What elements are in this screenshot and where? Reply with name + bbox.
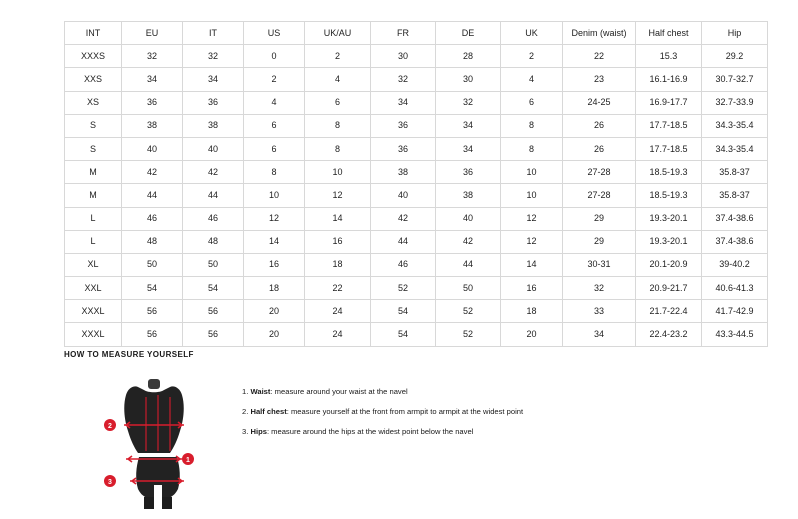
cell-de: 50: [436, 277, 501, 300]
table-header-row: [65, 22, 768, 45]
cell-half-chest: 16.1-16.9: [636, 68, 702, 91]
cell-uk: 4: [501, 68, 563, 91]
cell-denim-waist: 27-28: [563, 184, 636, 207]
cell-half-chest: 19.3-20.1: [636, 230, 702, 253]
cell-us: 14: [244, 230, 305, 253]
cell-de: 44: [436, 253, 501, 276]
cell-denim-waist: 32: [563, 277, 636, 300]
cell-fr: 34: [371, 91, 436, 114]
cell-uk: 14: [501, 253, 563, 276]
cell-hip: 29.2: [702, 45, 768, 68]
cell-it: 48: [183, 230, 244, 253]
cell-fr: 44: [371, 230, 436, 253]
cell-hip: 34.3-35.4: [702, 114, 768, 137]
cell-uk-au: 8: [305, 137, 371, 160]
cell-it: 54: [183, 277, 244, 300]
cell-uk: 8: [501, 137, 563, 160]
cell-us: 20: [244, 300, 305, 323]
table-row: [65, 68, 768, 91]
cell-denim-waist: 24-25: [563, 91, 636, 114]
column-header-it: IT: [183, 22, 244, 45]
cell-denim-waist: 27-28: [563, 161, 636, 184]
cell-int: S: [65, 114, 122, 137]
instruction-hips: [242, 427, 523, 436]
cell-de: 38: [436, 184, 501, 207]
cell-it: 46: [183, 207, 244, 230]
cell-uk-au: 24: [305, 323, 371, 346]
cell-eu: 34: [122, 68, 183, 91]
cell-uk-au: 16: [305, 230, 371, 253]
column-header-denim-waist: Denim (waist): [563, 22, 636, 45]
cell-int: S: [65, 137, 122, 160]
instruction-number: 3.: [242, 427, 249, 437]
cell-uk-au: 4: [305, 68, 371, 91]
column-header-fr: FR: [371, 22, 436, 45]
cell-us: 20: [244, 323, 305, 346]
mannequin-diagram-icon: [98, 373, 218, 513]
cell-eu: 56: [122, 323, 183, 346]
cell-eu: 56: [122, 300, 183, 323]
cell-denim-waist: 22: [563, 45, 636, 68]
cell-uk-au: 14: [305, 207, 371, 230]
cell-hip: 37.4-38.6: [702, 230, 768, 253]
cell-de: 28: [436, 45, 501, 68]
table-row: [65, 323, 768, 346]
cell-de: 32: [436, 91, 501, 114]
cell-half-chest: 16.9-17.7: [636, 91, 702, 114]
cell-uk: 10: [501, 161, 563, 184]
cell-hip: 41.7-42.9: [702, 300, 768, 323]
table-row: [65, 91, 768, 114]
instruction-text: : measure around your waist at the navel: [270, 387, 408, 396]
cell-half-chest: 21.7-22.4: [636, 300, 702, 323]
cell-uk: 10: [501, 184, 563, 207]
cell-hip: 32.7-33.9: [702, 91, 768, 114]
svg-text:1: 1: [186, 457, 190, 464]
column-header-hip: Hip: [702, 22, 768, 45]
cell-uk: 18: [501, 300, 563, 323]
column-header-uk-au: UK/AU: [305, 22, 371, 45]
cell-int: XXXS: [65, 45, 122, 68]
cell-fr: 54: [371, 300, 436, 323]
cell-uk-au: 6: [305, 91, 371, 114]
instruction-term: Hips: [250, 427, 267, 437]
marker-1: [182, 453, 194, 465]
cell-uk: 20: [501, 323, 563, 346]
instruction-waist: [242, 387, 523, 396]
cell-fr: 40: [371, 184, 436, 207]
svg-text:3: 3: [108, 479, 112, 486]
instruction-half-chest: [242, 407, 523, 416]
cell-int: M: [65, 161, 122, 184]
cell-half-chest: 22.4-23.2: [636, 323, 702, 346]
cell-int: L: [65, 207, 122, 230]
cell-int: XXXL: [65, 323, 122, 346]
cell-uk-au: 10: [305, 161, 371, 184]
cell-us: 6: [244, 137, 305, 160]
instruction-term: Waist: [250, 387, 271, 396]
cell-uk: 12: [501, 230, 563, 253]
cell-us: 0: [244, 45, 305, 68]
table-row: [65, 137, 768, 160]
cell-half-chest: 15.3: [636, 45, 702, 68]
cell-us: 2: [244, 68, 305, 91]
cell-denim-waist: 26: [563, 137, 636, 160]
table-row: [65, 207, 768, 230]
cell-us: 6: [244, 114, 305, 137]
cell-eu: 32: [122, 45, 183, 68]
cell-fr: 32: [371, 68, 436, 91]
cell-uk-au: 12: [305, 184, 371, 207]
how-to-measure-section: [64, 350, 764, 513]
cell-eu: 36: [122, 91, 183, 114]
cell-uk-au: 22: [305, 277, 371, 300]
cell-int: XXXL: [65, 300, 122, 323]
cell-half-chest: 17.7-18.5: [636, 137, 702, 160]
cell-eu: 50: [122, 253, 183, 276]
cell-hip: 37.4-38.6: [702, 207, 768, 230]
cell-half-chest: 18.5-19.3: [636, 184, 702, 207]
cell-us: 16: [244, 253, 305, 276]
cell-uk: 16: [501, 277, 563, 300]
cell-fr: 54: [371, 323, 436, 346]
cell-eu: 38: [122, 114, 183, 137]
cell-us: 4: [244, 91, 305, 114]
cell-eu: 40: [122, 137, 183, 160]
cell-denim-waist: 26: [563, 114, 636, 137]
cell-hip: 43.3-44.5: [702, 323, 768, 346]
table-row: [65, 277, 768, 300]
cell-fr: 42: [371, 207, 436, 230]
measure-instructions: [242, 373, 523, 447]
cell-us: 18: [244, 277, 305, 300]
cell-uk: 12: [501, 207, 563, 230]
table-row: [65, 45, 768, 68]
table-row: [65, 114, 768, 137]
cell-de: 36: [436, 161, 501, 184]
cell-it: 40: [183, 137, 244, 160]
cell-int: XL: [65, 253, 122, 276]
instruction-text: : measure around the hips at the widest point below the navel: [266, 427, 474, 437]
mannequin-figure: [98, 373, 218, 513]
cell-us: 8: [244, 161, 305, 184]
cell-uk-au: 24: [305, 300, 371, 323]
column-header-de: DE: [436, 22, 501, 45]
cell-it: 38: [183, 114, 244, 137]
cell-de: 42: [436, 230, 501, 253]
cell-hip: 35.8-37: [702, 161, 768, 184]
instruction-number: 2.: [242, 407, 249, 417]
table-row: [65, 300, 768, 323]
cell-fr: 36: [371, 137, 436, 160]
cell-us: 10: [244, 184, 305, 207]
table-row: [65, 161, 768, 184]
cell-half-chest: 20.1-20.9: [636, 253, 702, 276]
cell-it: 32: [183, 45, 244, 68]
cell-it: 56: [183, 300, 244, 323]
cell-half-chest: 17.7-18.5: [636, 114, 702, 137]
column-header-uk: UK: [501, 22, 563, 45]
cell-int: XXL: [65, 277, 122, 300]
cell-fr: 46: [371, 253, 436, 276]
cell-denim-waist: 23: [563, 68, 636, 91]
cell-fr: 30: [371, 45, 436, 68]
cell-uk-au: 8: [305, 114, 371, 137]
cell-denim-waist: 29: [563, 207, 636, 230]
marker-2: [104, 419, 116, 431]
cell-it: 34: [183, 68, 244, 91]
table-row: [65, 253, 768, 276]
column-header-us: US: [244, 22, 305, 45]
cell-hip: 30.7-32.7: [702, 68, 768, 91]
cell-denim-waist: 34: [563, 323, 636, 346]
cell-hip: 39-40.2: [702, 253, 768, 276]
cell-half-chest: 19.3-20.1: [636, 207, 702, 230]
cell-de: 52: [436, 323, 501, 346]
instruction-term: Half chest: [250, 407, 287, 417]
cell-hip: 40.6-41.3: [702, 277, 768, 300]
cell-int: XS: [65, 91, 122, 114]
cell-it: 36: [183, 91, 244, 114]
svg-text:2: 2: [108, 423, 112, 430]
marker-3: [104, 475, 116, 487]
cell-de: 40: [436, 207, 501, 230]
cell-denim-waist: 29: [563, 230, 636, 253]
cell-eu: 46: [122, 207, 183, 230]
column-header-eu: EU: [122, 22, 183, 45]
cell-it: 42: [183, 161, 244, 184]
instruction-text: : measure yourself at the front from armpit to armpit at the widest point: [286, 407, 524, 417]
cell-fr: 52: [371, 277, 436, 300]
cell-int: L: [65, 230, 122, 253]
cell-half-chest: 20.9-21.7: [636, 277, 702, 300]
cell-uk-au: 2: [305, 45, 371, 68]
cell-it: 50: [183, 253, 244, 276]
cell-eu: 54: [122, 277, 183, 300]
cell-int: XXS: [65, 68, 122, 91]
cell-eu: 44: [122, 184, 183, 207]
cell-denim-waist: 30-31: [563, 253, 636, 276]
cell-it: 44: [183, 184, 244, 207]
cell-uk: 8: [501, 114, 563, 137]
cell-uk: 6: [501, 91, 563, 114]
cell-hip: 34.3-35.4: [702, 137, 768, 160]
cell-it: 56: [183, 323, 244, 346]
cell-fr: 36: [371, 114, 436, 137]
column-header-int: INT: [65, 22, 122, 45]
cell-de: 52: [436, 300, 501, 323]
column-header-half-chest: Half chest: [636, 22, 702, 45]
cell-de: 34: [436, 137, 501, 160]
cell-uk-au: 18: [305, 253, 371, 276]
cell-int: M: [65, 184, 122, 207]
cell-half-chest: 18.5-19.3: [636, 161, 702, 184]
cell-de: 30: [436, 68, 501, 91]
cell-denim-waist: 33: [563, 300, 636, 323]
cell-eu: 42: [122, 161, 183, 184]
cell-us: 12: [244, 207, 305, 230]
cell-fr: 38: [371, 161, 436, 184]
cell-hip: 35.8-37: [702, 184, 768, 207]
cell-de: 34: [436, 114, 501, 137]
cell-uk: 2: [501, 45, 563, 68]
measure-body: [64, 373, 764, 513]
table-row: [65, 184, 768, 207]
size-conversion-table: [64, 21, 768, 347]
instruction-number: 1.: [242, 387, 249, 396]
section-title: HOW TO MEASURE YOURSELF: [64, 350, 194, 359]
cell-eu: 48: [122, 230, 183, 253]
table-row: [65, 230, 768, 253]
